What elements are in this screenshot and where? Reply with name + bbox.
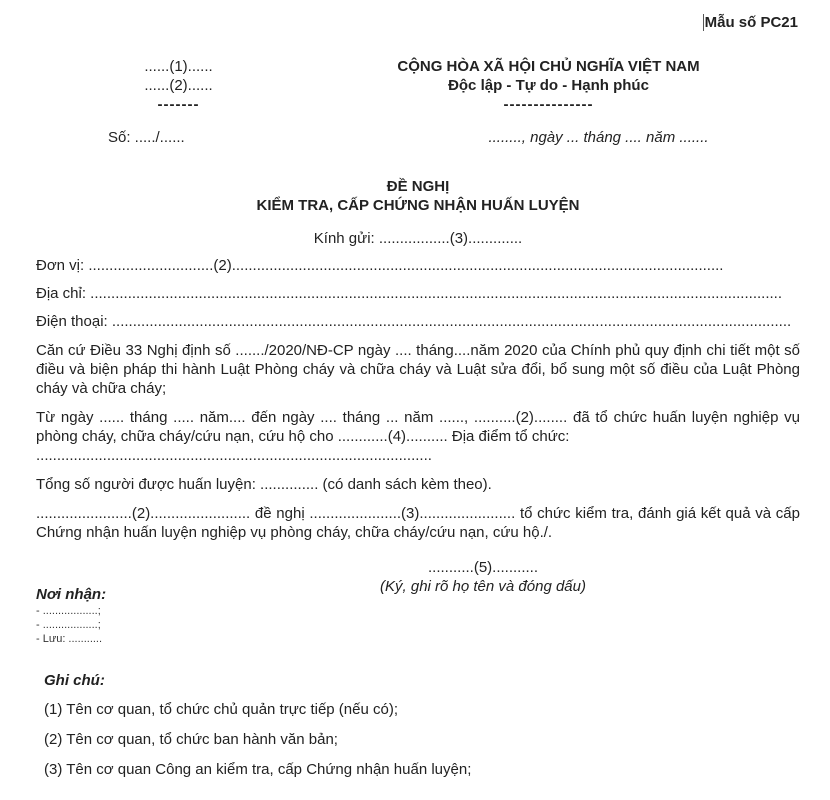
notes-section (36, 672, 800, 779)
header-right-column (321, 57, 800, 147)
signature-block (328, 558, 638, 646)
document-header (36, 57, 800, 147)
form-code-row (36, 14, 800, 31)
paragraph-tu-ngay: Từ ngày ...... tháng ..... năm.... đến ngày .... tháng ... năm ......, ..........(2)........ đã tổ chức huấn luyện nghiệp vụ phòng cháy, chữa cháy/cứu nạn, cứu hộ cho ............(4).......... Địa điểm tổ chức: (36, 409, 800, 445)
noi-nhan-label: Nơi nhận: (36, 586, 107, 603)
agency-placeholder-2: ......(2)...... (144, 77, 213, 94)
noi-nhan-item: - ..................; (36, 619, 101, 631)
left-divider-dashes: ------- (157, 96, 200, 113)
right-divider-dashes: --------------- (503, 96, 594, 113)
document-title (36, 177, 800, 215)
date-line: ........, ngày ... tháng .... năm ....... (488, 129, 709, 146)
notes-label: Ghi chú: (44, 672, 105, 689)
document-number-line: Số: ...../...... (108, 129, 185, 146)
recipient-line: Kính gửi: .................(3)............. (313, 230, 523, 247)
noi-nhan-item: - Lưu: ........... (36, 633, 103, 645)
document-title-line1: ĐỀ NGHỊ (386, 178, 450, 195)
noi-nhan-block (36, 586, 256, 646)
field-dia-chi: Địa chỉ: ...................................................................................................................................................................... (36, 285, 782, 302)
form-code: Mẫu số PC21 (704, 14, 798, 31)
note-item: (1) Tên cơ quan, tổ chức chủ quản trực tiếp (nếu có); (44, 701, 398, 718)
note-item: (2) Tên cơ quan, tổ chức ban hành văn bản; (44, 731, 338, 748)
signature-section (36, 558, 800, 646)
noi-nhan-item: - ..................; (36, 605, 101, 617)
note-item: (3) Tên cơ quan Công an kiểm tra, cấp Chứng nhận huấn luyện; (44, 761, 472, 778)
paragraph-can-cu: Căn cứ Điều 33 Nghị định số ......./2020/NĐ-CP ngày .... tháng....năm 2020 của Chính phủ quy định chi tiết một số điều và biện pháp thi hành Luật Phòng cháy và chữa cháy và Luật sửa đổi, bổ sung một số điều của Luật Phòng cháy và chữa cháy; (36, 342, 800, 397)
paragraph-dia-diem-dots: ............................................................................................... (36, 447, 432, 464)
document-title-line2: KIỂM TRA, CẤP CHỨNG NHẬN HUẤN LUYỆN (256, 197, 580, 214)
signature-placeholder-5: ...........(5)........... (427, 559, 539, 576)
agency-placeholder-1: ......(1)...... (144, 58, 213, 75)
field-dien-thoai: Điện thoại: ................................................................................................................................................................... (36, 313, 792, 330)
signature-note: (Ký, ghi rõ họ tên và đóng dấu) (380, 578, 586, 595)
paragraph-de-nghi: .......................(2)........................ đề nghị ......................(3)....................... tổ chức kiểm tra, đánh giá kết quả và cấp Chứng nhận huấn luyện nghiệp vụ phòng cháy, chữa cháy/cứu nạn, cứu hộ./. (36, 505, 800, 541)
text-cursor (703, 14, 704, 31)
header-left-column (36, 57, 321, 147)
national-title: CỘNG HÒA XÃ HỘI CHỦ NGHĨA VIỆT NAM (397, 58, 700, 75)
field-don-vi: Đơn vị: ..............................(2)...................................................................................................................... (36, 257, 724, 274)
paragraph-tong-so: Tổng số người được huấn luyện: .............. (có danh sách kèm theo). (36, 476, 492, 493)
national-motto: Độc lập - Tự do - Hạnh phúc (448, 77, 649, 94)
